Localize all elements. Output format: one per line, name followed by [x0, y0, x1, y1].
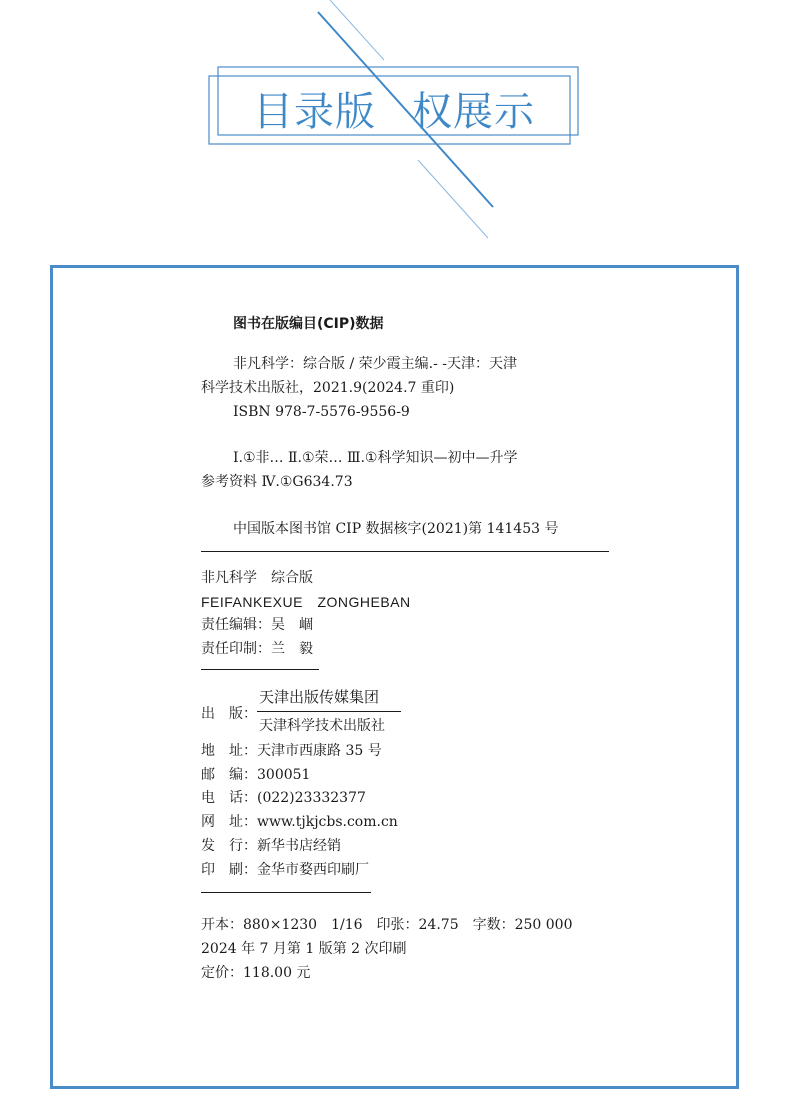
spec-edition: 2024 年 7 月第 1 版第 2 次印刷 — [201, 941, 407, 957]
spec-price: 定价：118.00 元 — [201, 965, 311, 981]
publisher-label: 出 版： — [201, 706, 257, 722]
cip-number: 中国版本图书馆 CIP 数据核字(2021)第 141453 号 — [233, 521, 559, 537]
publisher-printer: 印 刷：金华市婺西印刷厂 — [201, 862, 369, 878]
responsible-editor: 责任编辑：吴 崓 — [201, 617, 313, 633]
cip-class-line1: Ⅰ.①非… Ⅱ.①荣… Ⅲ.①科学知识—初中—升学 — [233, 450, 518, 466]
publisher-distributor: 发 行：新华书店经销 — [201, 838, 341, 854]
header-banner — [0, 0, 790, 260]
spec-format: 开本：880×1230 1/16 印张：24.75 字数：250 000 — [201, 917, 573, 933]
divider-book — [201, 669, 319, 670]
publisher-press: 天津科学技术出版社 — [259, 718, 385, 734]
publisher-divider — [257, 711, 401, 712]
banner-title-right: 权展示 — [412, 88, 535, 135]
publisher-postcode: 邮 编：300051 — [201, 767, 311, 783]
copyright-page-card — [50, 265, 739, 1089]
publisher-website: 网 址：www.tjkjcbs.com.cn — [201, 814, 398, 830]
cip-entry-line1: 非凡科学：综合版 / 荣少霞主编.- -天津：天津 — [233, 356, 517, 372]
banner-title-left: 目录版 — [253, 88, 376, 135]
cip-entry-line2: 科学技术出版社，2021.9(2024.7 重印) — [201, 380, 455, 396]
book-title-cn: 非凡科学 综合版 — [201, 570, 313, 586]
cip-class-line2: 参考资料 Ⅳ.①G634.73 — [201, 474, 353, 490]
banner-diagonal-bottom — [418, 160, 488, 238]
cip-heading: 图书在版编目(CIP)数据 — [233, 316, 384, 332]
book-title-pinyin: FEIFANKEXUE ZONGHEBAN — [201, 594, 411, 610]
banner-title — [218, 80, 570, 136]
printing-manager: 责任印制：兰 毅 — [201, 641, 313, 657]
banner-diagonal-top — [330, 0, 384, 60]
publisher-group: 天津出版传媒集团 — [259, 688, 380, 706]
cip-isbn: ISBN 978-7-5576-9556-9 — [233, 404, 410, 420]
publisher-phone: 电 话：(022)23332377 — [201, 790, 366, 806]
publisher-address: 地 址：天津市西康路 35 号 — [201, 743, 382, 759]
divider-cip — [201, 551, 609, 552]
divider-publisher — [201, 892, 371, 893]
